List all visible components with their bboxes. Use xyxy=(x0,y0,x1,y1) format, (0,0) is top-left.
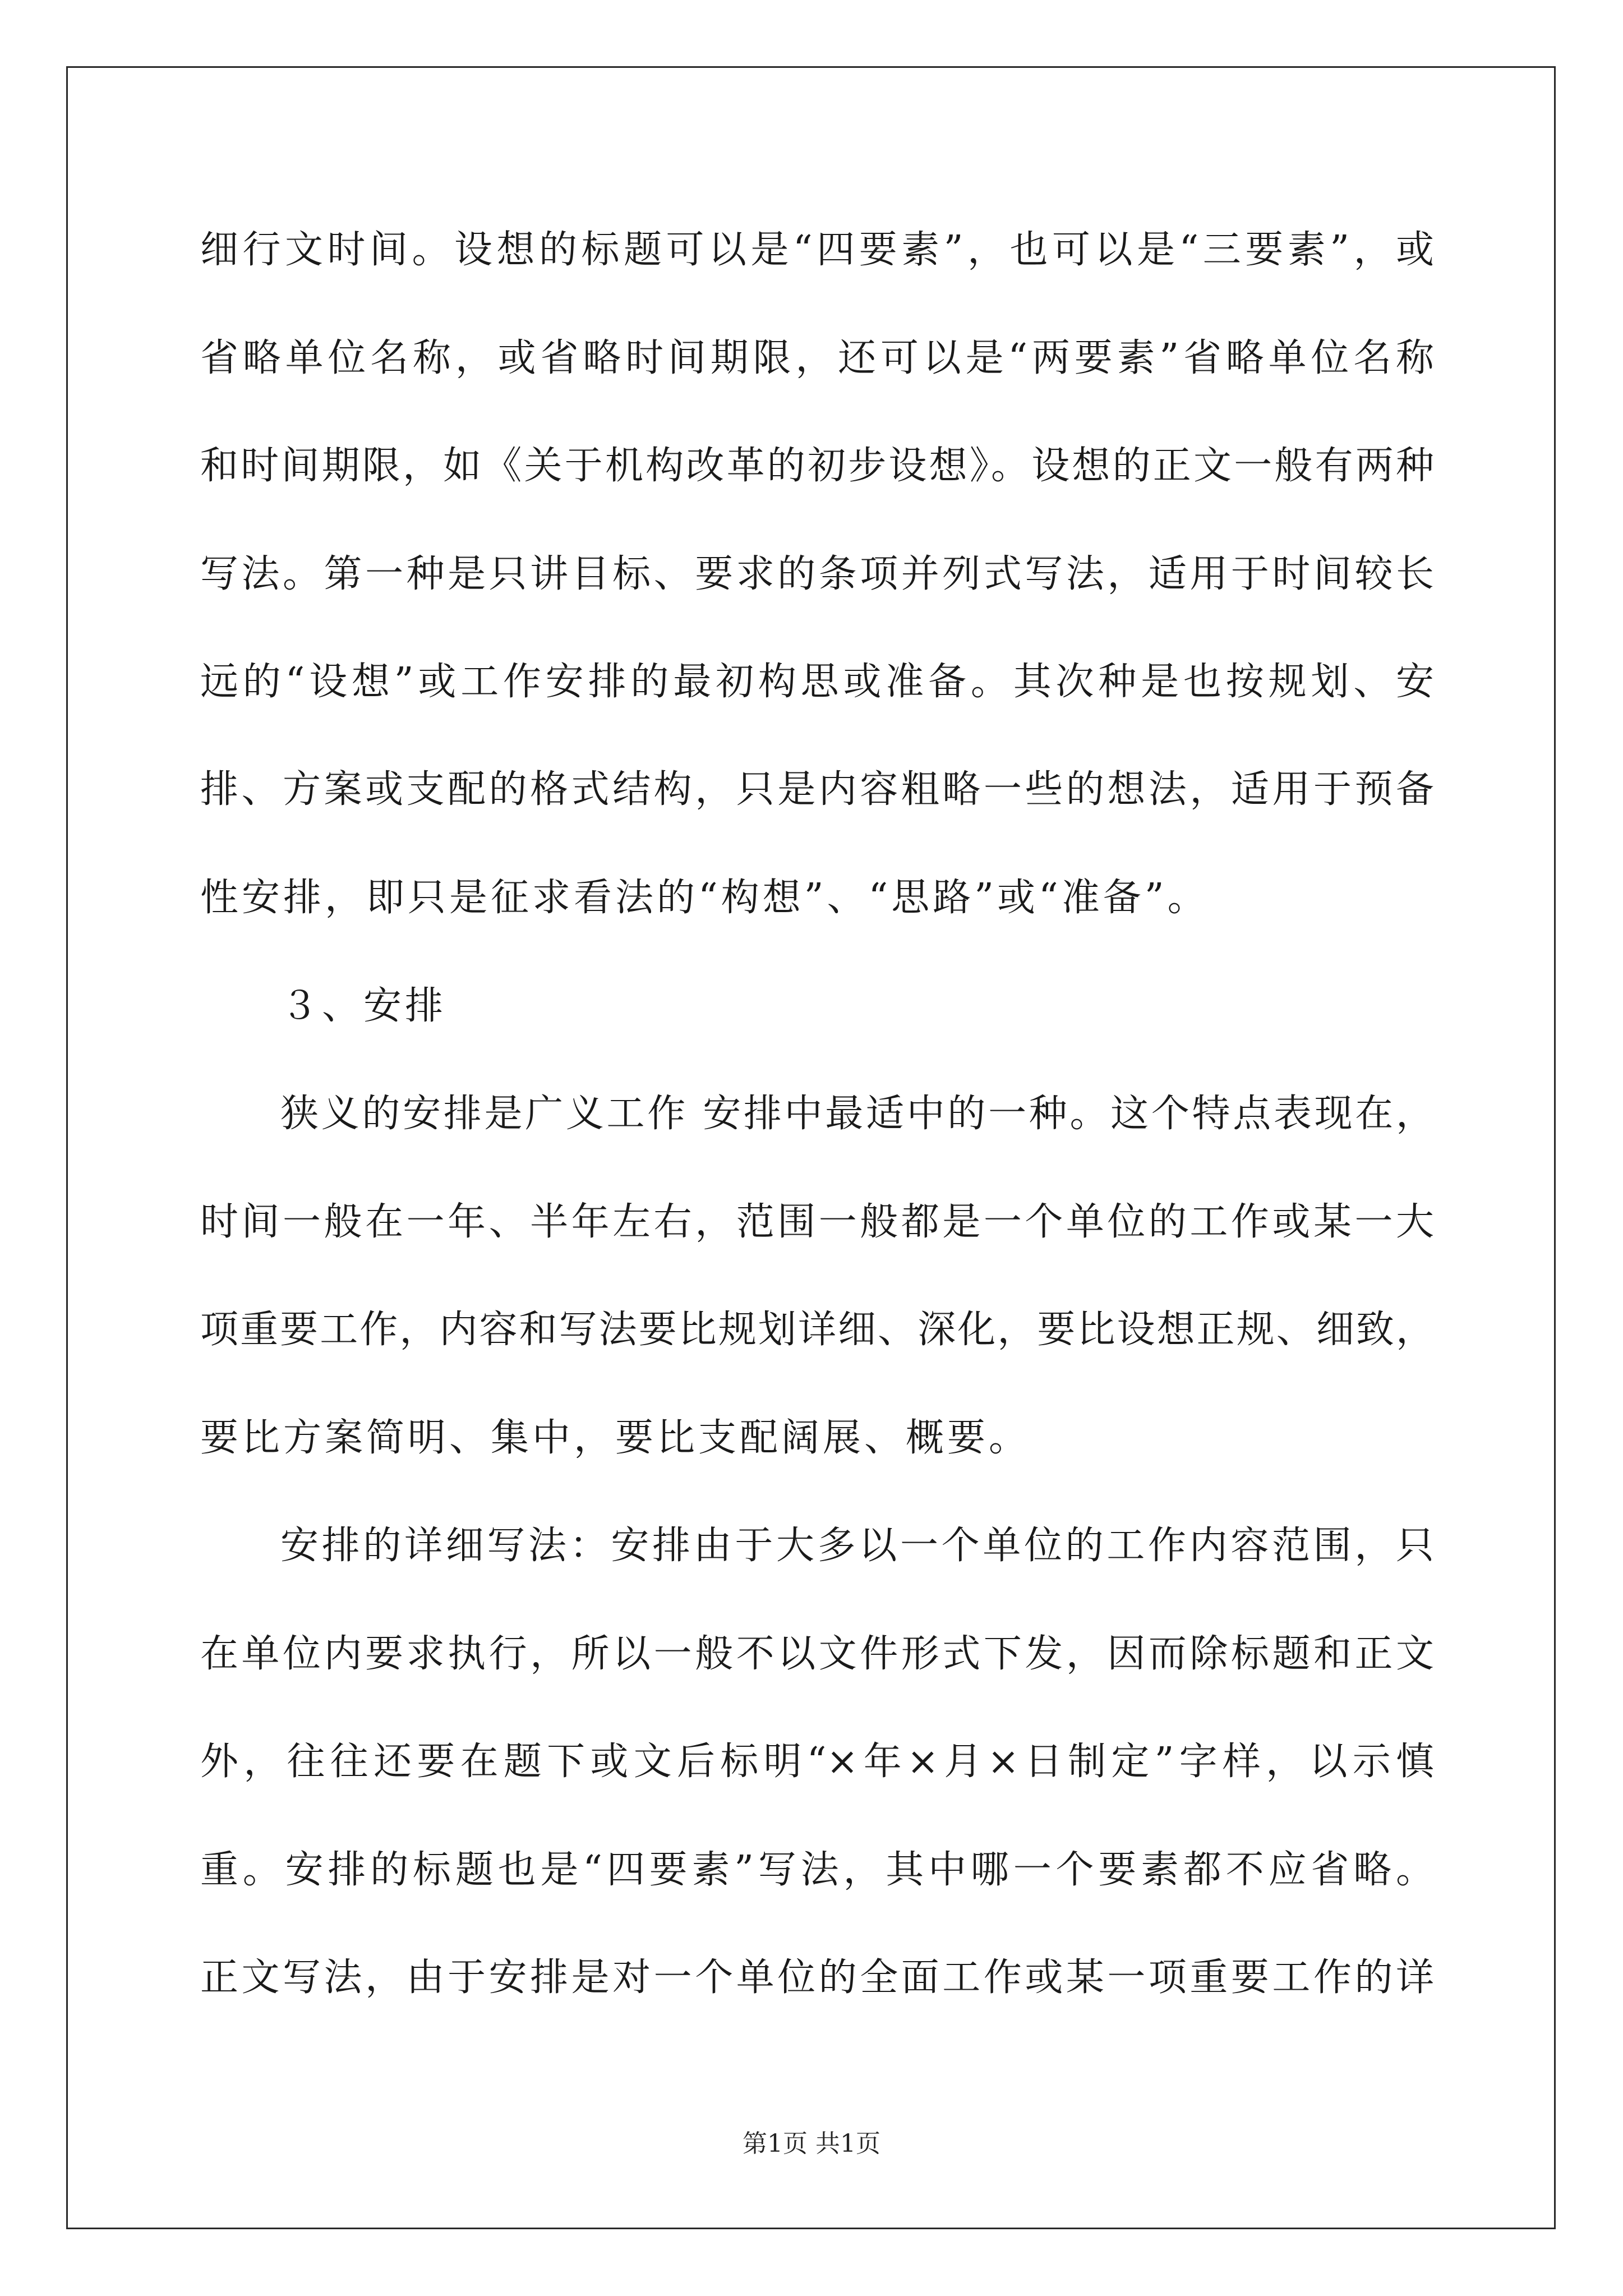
page-border xyxy=(66,66,1556,2229)
text-line: 省略单位名称，或省略时间期限，还可以是“两要素”省略单位名称 xyxy=(200,336,1434,380)
text-line: 性安排，即只是征求看法的“构想”、“思路”或“准备”。 xyxy=(200,876,1209,920)
text-line: 排、方案或支配的格式结构，只是内容粗略一些的想法，适用于预备 xyxy=(200,767,1434,812)
text-line: 项重要工作，内容和写法要比规划详细、深化，要比设想正规、细致， xyxy=(200,1308,1434,1352)
text-line: 细行文时间。设想的标题可以是“四要素”，也可以是“三要素”，或 xyxy=(200,228,1434,272)
text-line: 要比方案简明、集中，要比支配阔展、概要。 xyxy=(200,1416,1031,1460)
paragraph-first-line: 安排的详细写法：安排由于大多以一个单位的工作内容范围，只 xyxy=(280,1524,1434,1568)
text-line: 外，往往还要在题下或文后标明“×年×月×日制定”字样，以示慎 xyxy=(200,1740,1434,1784)
page-number-footer: 第1页 共1页 xyxy=(743,2129,880,2158)
text-line: 在单位内要求执行，所以一般不以文件形式下发，因而除标题和正文 xyxy=(200,1632,1434,1676)
text-line: 时间一般在一年、半年左右，范围一般都是一个单位的工作或某一大 xyxy=(200,1200,1434,1244)
paragraph-first-line: 狭义的安排是广义工作 安排中最适中的一种。这个特点表现在， xyxy=(280,1092,1434,1136)
text-line: 和时间期限，如《关于机构改革的初步设想》。设想的正文一般有两种 xyxy=(200,444,1434,488)
text-line: 远的“设想”或工作安排的最初构思或准备。其次种是也按规划、安 xyxy=(200,660,1434,704)
section-heading: ３、安排 xyxy=(280,984,447,1028)
text-line: 正文写法，由于安排是对一个单位的全面工作或某一项重要工作的详 xyxy=(200,1955,1434,2000)
text-line: 重。安排的标题也是“四要素”写法，其中哪一个要素都不应省略。 xyxy=(200,1848,1434,1892)
text-line: 写法。第一种是只讲目标、要求的条项并列式写法，适用于时间较长 xyxy=(200,552,1434,596)
